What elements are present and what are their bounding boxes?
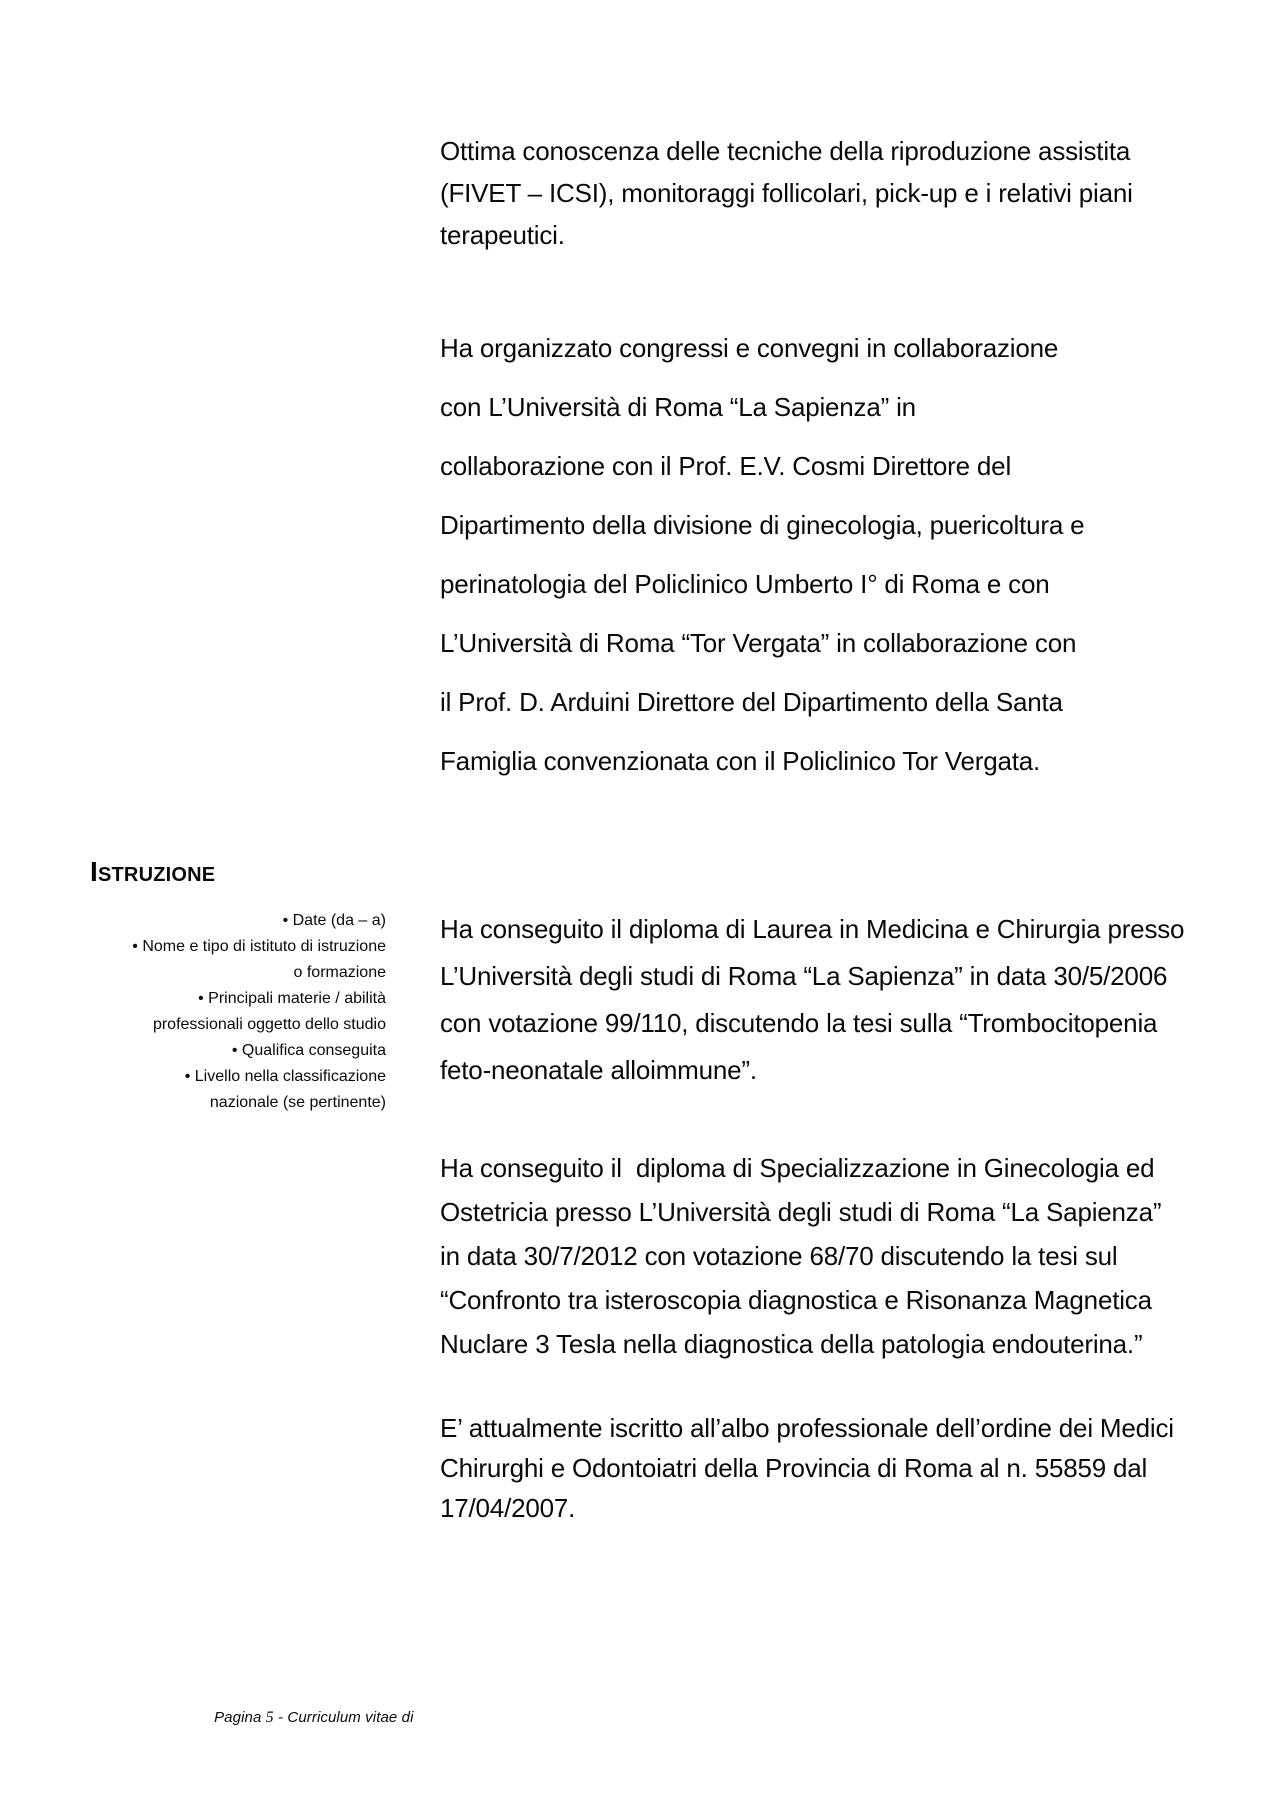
field-label	[56, 1038, 386, 1064]
text-line: terapeutici.	[440, 220, 565, 250]
text-line: Ha conseguito il diploma di Specializzazione in Ginecologia ed	[440, 1153, 1155, 1183]
text-line: con L’Università di Roma “La Sapienza” in	[440, 392, 916, 422]
text-line: Ha organizzato congressi e convegni in collaborazione	[440, 333, 1059, 363]
footer-page-number: 5	[265, 1709, 274, 1726]
text-line: 17/04/2007.	[440, 1493, 576, 1523]
text-line: Ha conseguito il diploma di Laurea in Medicina e Chirurgia presso	[440, 914, 1185, 944]
text-line: • Nome e tipo di istituto di istruzione	[132, 938, 386, 955]
section-heading-istruzione: Istruzione	[90, 856, 216, 887]
text-line: con votazione 99/110, discutendo la tesi sulla “Trombocitopenia	[440, 1008, 1158, 1038]
text-line: nazionale (se pertinente)	[209, 1094, 386, 1111]
skills-paragraph	[440, 130, 1133, 256]
text-line: professionali oggetto dello studio	[152, 1016, 386, 1033]
page-footer	[197, 1692, 414, 1744]
text-line: Ottima conoscenza delle tecniche della riproduzione assistita	[440, 136, 1131, 166]
text-line: Nuclare 3 Tesla nella diagnostica della patologia endouterina.”	[440, 1329, 1143, 1359]
text-line: “Confronto tra isteroscopia diagnostica e Risonanza Magnetica	[440, 1285, 1152, 1315]
field-label	[56, 908, 386, 934]
text-line: feto-neonatale alloimmune”.	[440, 1055, 757, 1085]
text-line: Dipartimento della divisione di ginecologia, puericoltura e	[440, 510, 1085, 540]
text-line: E’ attualmente iscritto all’albo professionale dell’ordine dei Medici	[440, 1413, 1174, 1443]
text-line: o formazione	[293, 964, 386, 981]
text-line: L’Università degli studi di Roma “La Sapienza” in data 30/5/2006	[440, 961, 1168, 991]
text-line: (FIVET – ICSI), monitoraggi follicolari, pick-up e i relativi piani	[440, 178, 1133, 208]
text-line: • Livello nella classificazione	[184, 1068, 386, 1085]
text-line: • Date (da – a)	[282, 912, 386, 929]
field-label	[56, 1064, 386, 1116]
text-line: L’Università di Roma “Tor Vergata” in collaborazione con	[440, 628, 1077, 658]
education-field-labels	[56, 908, 386, 1116]
albo-registration-paragraph	[440, 1408, 1174, 1528]
field-label	[56, 986, 386, 1038]
laurea-degree-paragraph	[440, 906, 1184, 1094]
footer-curriculum-label: - Curriculum vitae di	[273, 1709, 414, 1726]
text-line: il Prof. D. Arduini Direttore del Dipartimento della Santa	[440, 687, 1063, 717]
text-line: Ostetricia presso L’Università degli studi di Roma “La Sapienza”	[440, 1197, 1162, 1227]
text-line: perinatologia del Policlinico Umberto I° di Roma e con	[440, 569, 1050, 599]
specializzazione-degree-paragraph	[440, 1146, 1161, 1366]
congresses-paragraph	[440, 319, 1084, 791]
text-line: Famiglia convenzionata con il Policlinico Tor Vergata.	[440, 746, 1041, 776]
footer-pagina-label: Pagina	[214, 1709, 266, 1726]
text-line: in data 30/7/2012 con votazione 68/70 discutendo la tesi sul	[440, 1241, 1118, 1271]
text-line: • Principali materie / abilità	[198, 990, 386, 1007]
text-line: Chirurghi e Odontoiatri della Provincia di Roma al n. 55859 dal	[440, 1453, 1148, 1483]
text-line: • Qualifica conseguita	[231, 1042, 386, 1059]
field-label	[56, 934, 386, 986]
text-line: collaborazione con il Prof. E.V. Cosmi Direttore del	[440, 451, 1012, 481]
